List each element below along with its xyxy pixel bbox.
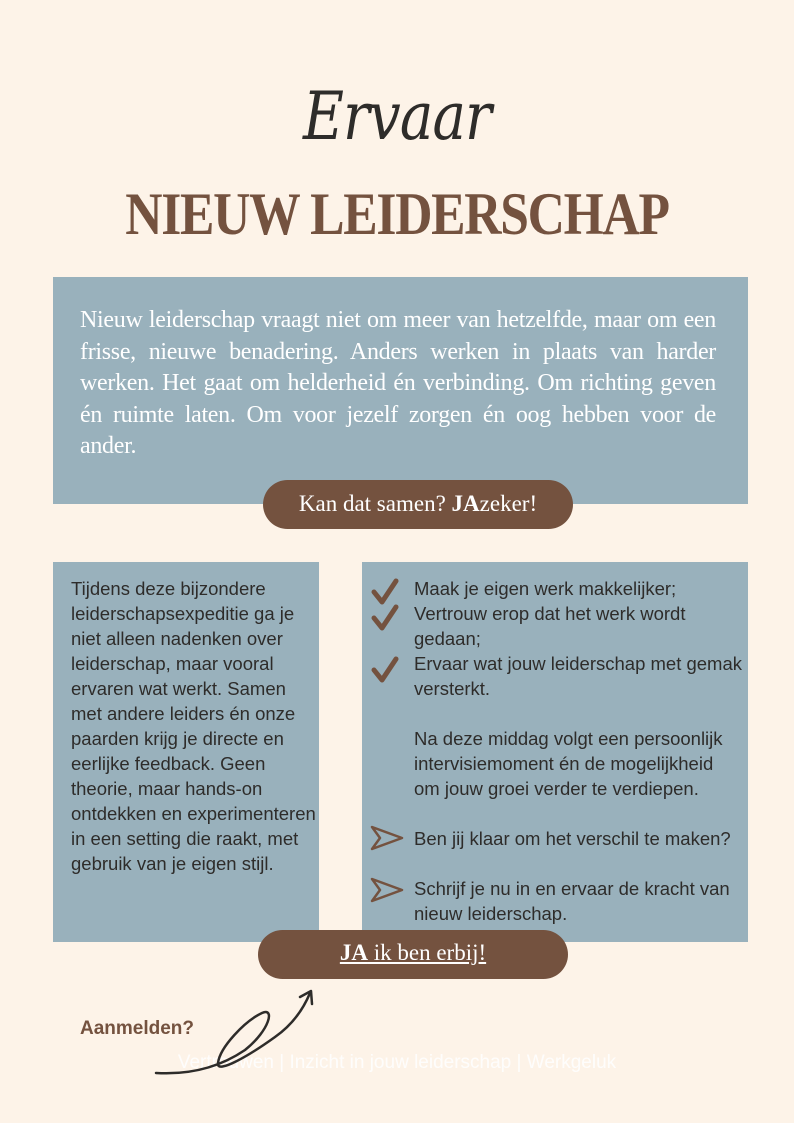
title-script: Ervaar bbox=[302, 78, 492, 155]
check-item: Maak je eigen werk makkelijker; bbox=[414, 578, 677, 599]
check-icon bbox=[371, 604, 399, 632]
signup-label: Aanmelden? bbox=[80, 1018, 195, 1039]
cta-top-suffix: zeker! bbox=[479, 491, 538, 516]
signup-suffix: ik ben erbij! bbox=[367, 940, 487, 965]
arrow-item: Schrijf je nu in en ervaar de kracht van nieuw leiderschap. bbox=[414, 878, 730, 924]
followup-paragraph: Na deze middag volgt een persoonlijk intervisiemoment én de mogelijkheid om jouw groei verder te verdiepen. bbox=[414, 728, 723, 799]
footer-tagline: Vertrouwen | Inzicht in jouw leiderschap | Werkgeluk bbox=[177, 1052, 617, 1073]
check-icon bbox=[371, 578, 399, 606]
page-title: NIEUW LEIDERSCHAP bbox=[125, 181, 669, 247]
cta-top-bold: JA bbox=[451, 491, 480, 516]
curved-arrow-icon bbox=[150, 985, 330, 1080]
check-icon bbox=[371, 656, 399, 684]
left-panel-text: Tijdens deze bijzondere leiderschapsexpeditie ga je niet alleen nadenken over leiderschap, maar vooral ervaren wat werkt. Samen met andere leiders én onze paarden krijg je directe en eerlijke feedback. Geen theorie, maar hands-on ontdekken en experimenteren in een setting die raakt, met gebruik van je eigen stijl. bbox=[71, 578, 316, 874]
signup-button-label bbox=[340, 940, 486, 965]
chevron-arrow-icon bbox=[370, 877, 404, 903]
check-item: Ervaar wat jouw leiderschap met gemak versterkt. bbox=[414, 653, 743, 699]
cta-top-prefix: Kan dat samen? bbox=[298, 491, 452, 516]
intro-text: Nieuw leiderschap vraagt niet om meer van hetzelfde, maar om een frisse, nieuwe benadering. Anders werken in plaats van harder werken. Het gaat om helderheid én verbinding. Om richting geven én ruimte laten. Om voor jezelf zorgen én oog hebben voor de ander. bbox=[80, 307, 716, 459]
cta-button-top[interactable] bbox=[263, 480, 573, 529]
signup-button[interactable] bbox=[258, 930, 568, 979]
arrow-item: Ben jij klaar om het verschil te maken? bbox=[414, 828, 731, 849]
chevron-arrow-icon bbox=[370, 825, 404, 851]
check-item: Vertrouw erop dat het werk wordt gedaan; bbox=[414, 603, 686, 649]
signup-bold: JA bbox=[339, 940, 368, 965]
